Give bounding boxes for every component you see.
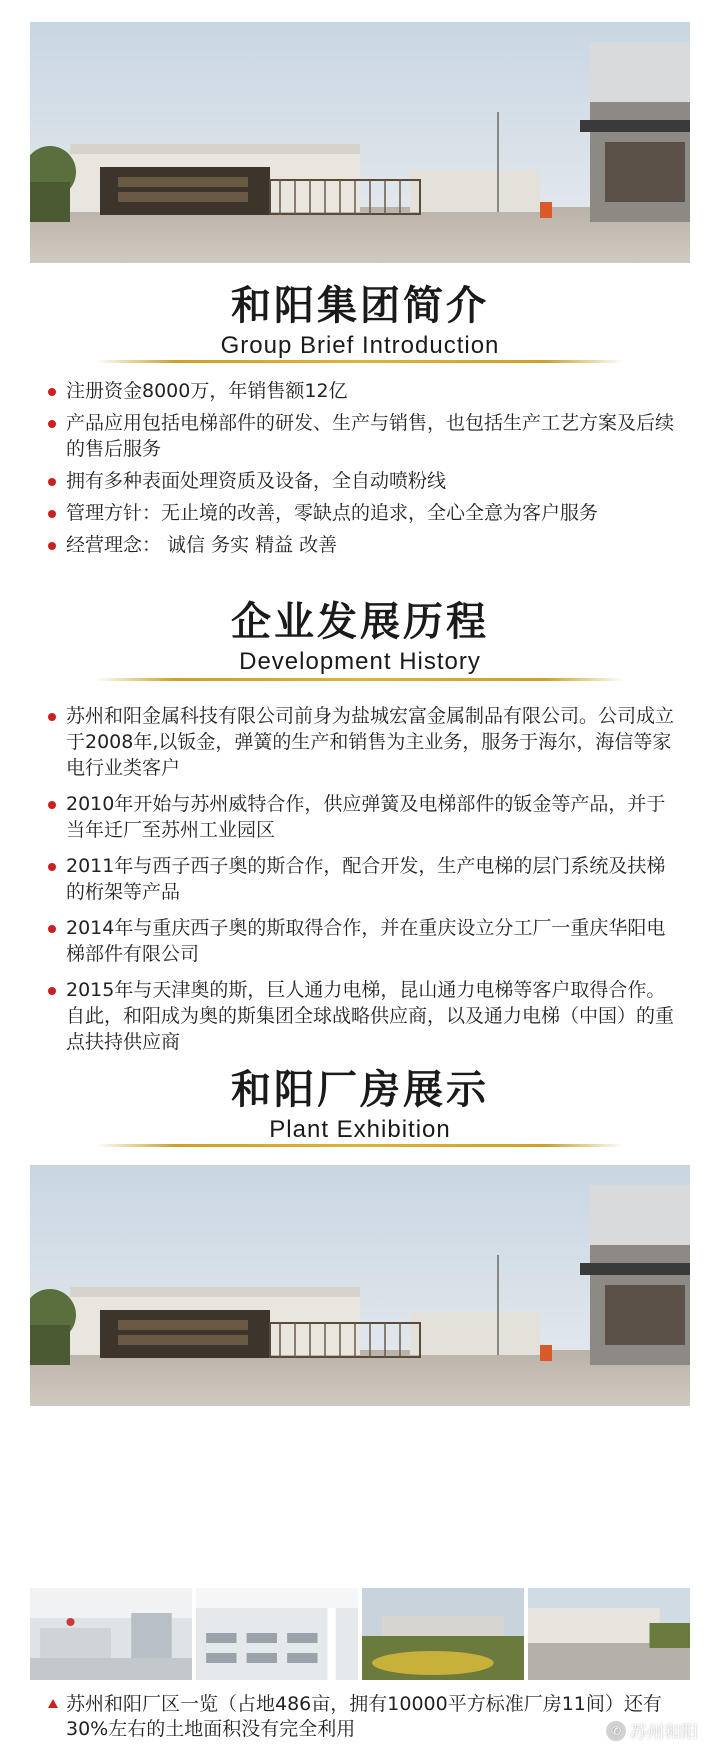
list-item: 2015年与天津奥的斯，巨人通力电梯，昆山通力电梯等客户取得合作。自此，和阳成为奥的斯集团全球战略供应商，以及通力电梯（中国）的重点扶持供应商 [48,977,678,1055]
wechat-icon: ✆ [606,1721,626,1741]
list-item: 拥有多种表面处理资质及设备，全自动喷粉线 [48,468,678,494]
wechat-watermark [606,1718,698,1743]
bullet-dot-icon [48,987,56,995]
plant-thumbnail-strip [30,1588,690,1680]
list-item: 经营理念： 诚信 务实 精益 改善 [48,532,678,558]
factory-gate-photo-top [30,22,690,263]
thumbnail-office-floor [196,1588,358,1680]
plant-caption: 苏州和阳厂区一览（占地486亩，拥有10000平方标准厂房11间）还有30%左右的土地面积没有完全利用 [48,1692,686,1742]
list-item: 2014年与重庆西子奥的斯取得合作，并在重庆设立分工厂一重庆华阳电梯部件有限公司 [48,915,678,967]
bullet-dot-icon [48,478,56,486]
list-item: 2011年与西子西子奥的斯合作，配合开发，生产电梯的层门系统及扶梯的桁架等产品 [48,853,678,905]
bullet-dot-icon [48,801,56,809]
factory-gate-photo-bottom [30,1165,690,1406]
history-title-cn: 企业发展历程 [231,599,489,645]
watermark-text: 苏州和阳 [630,1723,698,1743]
thumbnail-office-reception [30,1588,192,1680]
gold-divider [95,360,625,363]
section-history-title [0,596,720,676]
list-item: 2010年开始与苏州威特合作，供应弹簧及电梯部件的钣金等产品，并于当年迁厂至苏州工业园区 [48,791,678,843]
plant-title-en: Plant Exhibition [269,1116,451,1143]
history-title-en: Development History [239,648,481,675]
thumbnail-plant-road [528,1588,690,1680]
bullet-dot-icon [48,388,56,396]
section-group-intro-title [0,280,720,360]
gold-divider [95,678,625,681]
bullet-dot-icon [48,420,56,428]
list-item: 注册资金8000万，年销售额12亿 [48,378,678,404]
thumbnail-plant-garden [362,1588,524,1680]
bullet-dot-icon [48,713,56,721]
plant-title-cn: 和阳厂房展示 [231,1067,489,1113]
group-intro-title-cn: 和阳集团简介 [231,283,489,329]
gold-divider [95,1144,625,1147]
group-intro-bullets [48,378,678,558]
history-bullets [48,703,678,1055]
list-item: 管理方针：无止境的改善，零缺点的追求，全心全意为客户服务 [48,500,678,526]
bullet-dot-icon [48,863,56,871]
section-plant-title [0,1064,720,1144]
bullet-dot-icon [48,510,56,518]
triangle-marker-icon [48,1699,58,1708]
list-item: 苏州和阳金属科技有限公司前身为盐城宏富金属制品有限公司。公司成立于2008年,以钣金，弹簧的生产和销售为主业务，服务于海尔，海信等家电行业类客户 [48,703,678,781]
group-intro-title-en: Group Brief Introduction [220,332,500,359]
list-item: 产品应用包括电梯部件的研发、生产与销售，也包括生产工艺方案及后续的售后服务 [48,410,678,462]
bullet-dot-icon [48,542,56,550]
bullet-dot-icon [48,925,56,933]
